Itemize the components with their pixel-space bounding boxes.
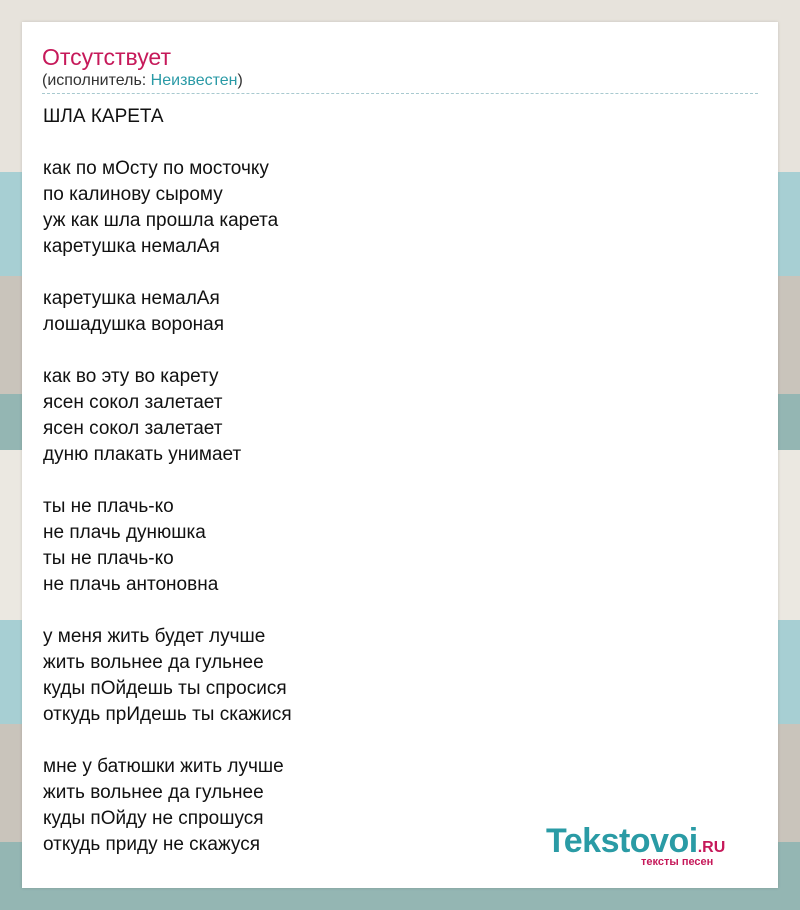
artist-suffix: ) [237, 72, 243, 89]
artist-prefix: (исполнитель: [42, 72, 151, 89]
logo-brand: Tekstovoi [546, 822, 698, 860]
logo-tld: .RU [697, 839, 726, 856]
song-title: Отсутствует [42, 44, 171, 70]
site-logo[interactable] [546, 822, 756, 870]
lyrics-card [22, 22, 778, 888]
artist-link[interactable]: Неизвестен [150, 72, 238, 89]
logo-tagline: тексты песен [641, 856, 714, 868]
artist-line [42, 72, 243, 90]
divider [42, 93, 758, 94]
lyrics-text: ШЛА КАРЕТА как по мОсту по мосточку по калинову сырому уж как шла прошла карета каретушка немалАя каретушка немалАя лошадушка вороная как во эту во карету ясен сокол залетает ясен сокол залетает дуню плакать унимает ты не плачь-ко не плачь дунюшка ты не плачь-ко не плачь антоновна у меня жить будет лучше жить вольнее да гульнее куды пОйдешь ты спросися откудь прИдешь ты скажися мне у батюшки жить лучше жить вольнее да гульнее куды пОйду не спрошуся откудь приду не скажуся [43, 106, 292, 855]
